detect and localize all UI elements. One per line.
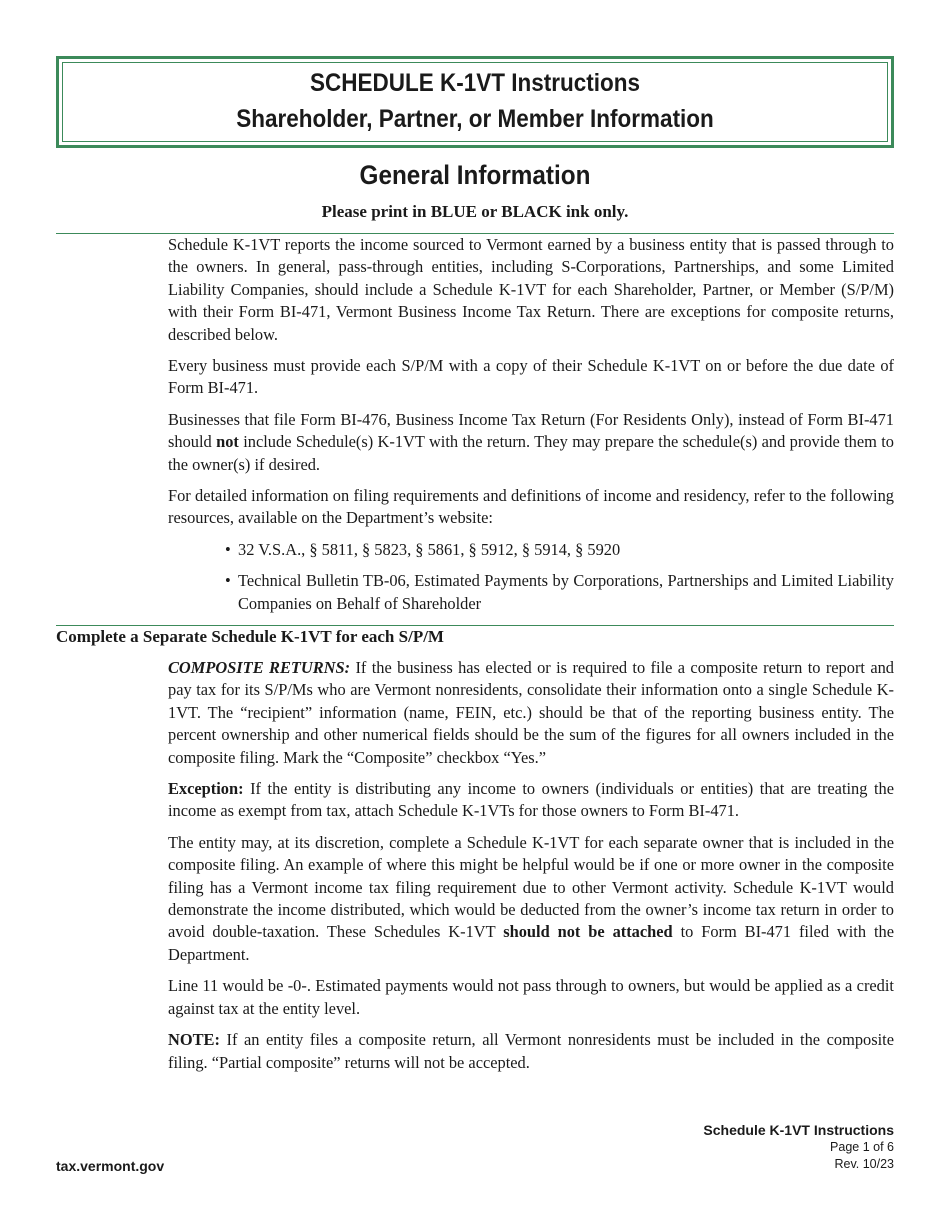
emphasis-not: not	[216, 432, 239, 452]
bullet-glyph: •	[225, 539, 231, 559]
divider	[56, 625, 894, 626]
ink-instruction: Please print in BLUE or BLACK ink only.	[321, 202, 629, 221]
footer-document-title: Schedule K-1VT Instructions	[703, 1122, 894, 1138]
emphasis-should-not-be-attached: should not be attached	[503, 922, 673, 942]
title-box	[56, 56, 894, 148]
document-title: SCHEDULE K-1VT Instructions	[309, 69, 641, 97]
resource-list	[168, 539, 894, 615]
paragraph-line-11: Line 11 would be -0-. Estimated payments would not pass through to owners, but would be applied as a credit against tax at the entity level.	[168, 976, 894, 1018]
bullet-glyph: •	[225, 571, 231, 591]
general-information-body	[168, 234, 894, 624]
composite-section-body	[168, 657, 894, 1083]
paragraph-composite-returns: COMPOSITE RETURNS: If the business has elected or is required to file a composite return to report and pay tax for its S/P/Ms who are Vermont nonresidents, consolidate their information onto a single Schedule K-1VT. The “recipient” information (name, FEIN, etc.) should be that of the reporting business entity. The percent ownership and other numerical fields should be the sum of the figures for all owners included in the composite filing. Mark the “Composite” checkbox “Yes.”	[168, 658, 894, 767]
footer-website: tax.vermont.gov	[56, 1158, 165, 1174]
revision-date: Rev. 10/23	[834, 1157, 894, 1171]
paragraph-bi476: Businesses that file Form BI-476, Business Income Tax Return (For Residents Only), instead of Form BI-471 should not include Schedule(s) K-1VT with the return. They may prepare the schedule(s) and provide them to the owner(s) if desired.	[168, 409, 894, 474]
list-item: • Technical Bulletin TB-06, Estimated Payments by Corporations, Partnerships and Limited Liability Companies on Behalf of Shareholder	[225, 571, 894, 613]
note-label: NOTE:	[168, 1030, 220, 1050]
paragraph-due-date: Every business must provide each S/P/M with a copy of their Schedule K-1VT on or before the due date of Form BI-471.	[168, 356, 894, 398]
general-information-heading: General Information	[359, 160, 591, 190]
document-subtitle: Shareholder, Partner, or Member Information	[236, 105, 714, 133]
list-item: • 32 V.S.A., § 5811, § 5823, § 5861, § 5912, § 5914, § 5920	[228, 539, 894, 561]
exception-label: Exception:	[168, 779, 244, 799]
paragraph-note: NOTE: If an entity files a composite return, all Vermont nonresidents must be included in the composite filing. “Partial composite” returns will not be accepted.	[168, 1030, 894, 1072]
paragraph-resources: For detailed information on filing requirements and definitions of income and residency, refer to the following resources, available on the Department’s website:	[168, 486, 894, 528]
paragraph-exception: Exception: If the entity is distributing any income to owners (individuals or entities) that are treating the income as exempt from tax, attach Schedule K-1VTs for those owners to Form BI-471.	[168, 779, 894, 821]
page-number: Page 1 of 6	[830, 1140, 894, 1154]
footer-info	[703, 1122, 894, 1173]
section-heading: Complete a Separate Schedule K-1VT for each S/P/M	[56, 627, 444, 646]
paragraph-discretion: The entity may, at its discretion, complete a Schedule K-1VT for each separate owner that is included in the composite filing. An example of where this might be helpful would be if one or more owner in the composite filing has a Vermont income tax filing requirement due to other Vermont activity. Schedule K-1VT would demonstrate the income distributed, which would be deducted from the owner’s income tax return in order to avoid double-taxation. These Schedules K-1VT should not be attached to Form BI-471 filed with the Department.	[168, 832, 894, 964]
composite-label: COMPOSITE RETURNS:	[168, 658, 351, 677]
paragraph-overview: Schedule K-1VT reports the income sourced to Vermont earned by a business entity that is passed through to the owners. In general, pass-through entities, including S-Corporations, Partnerships, and some Limited Liability Companies, should include a Schedule K-1VT for each Shareholder, Partner, or Member (S/P/M) with their Form BI-471, Vermont Business Income Tax Return. There are exceptions for composite returns, described below.	[168, 235, 894, 344]
